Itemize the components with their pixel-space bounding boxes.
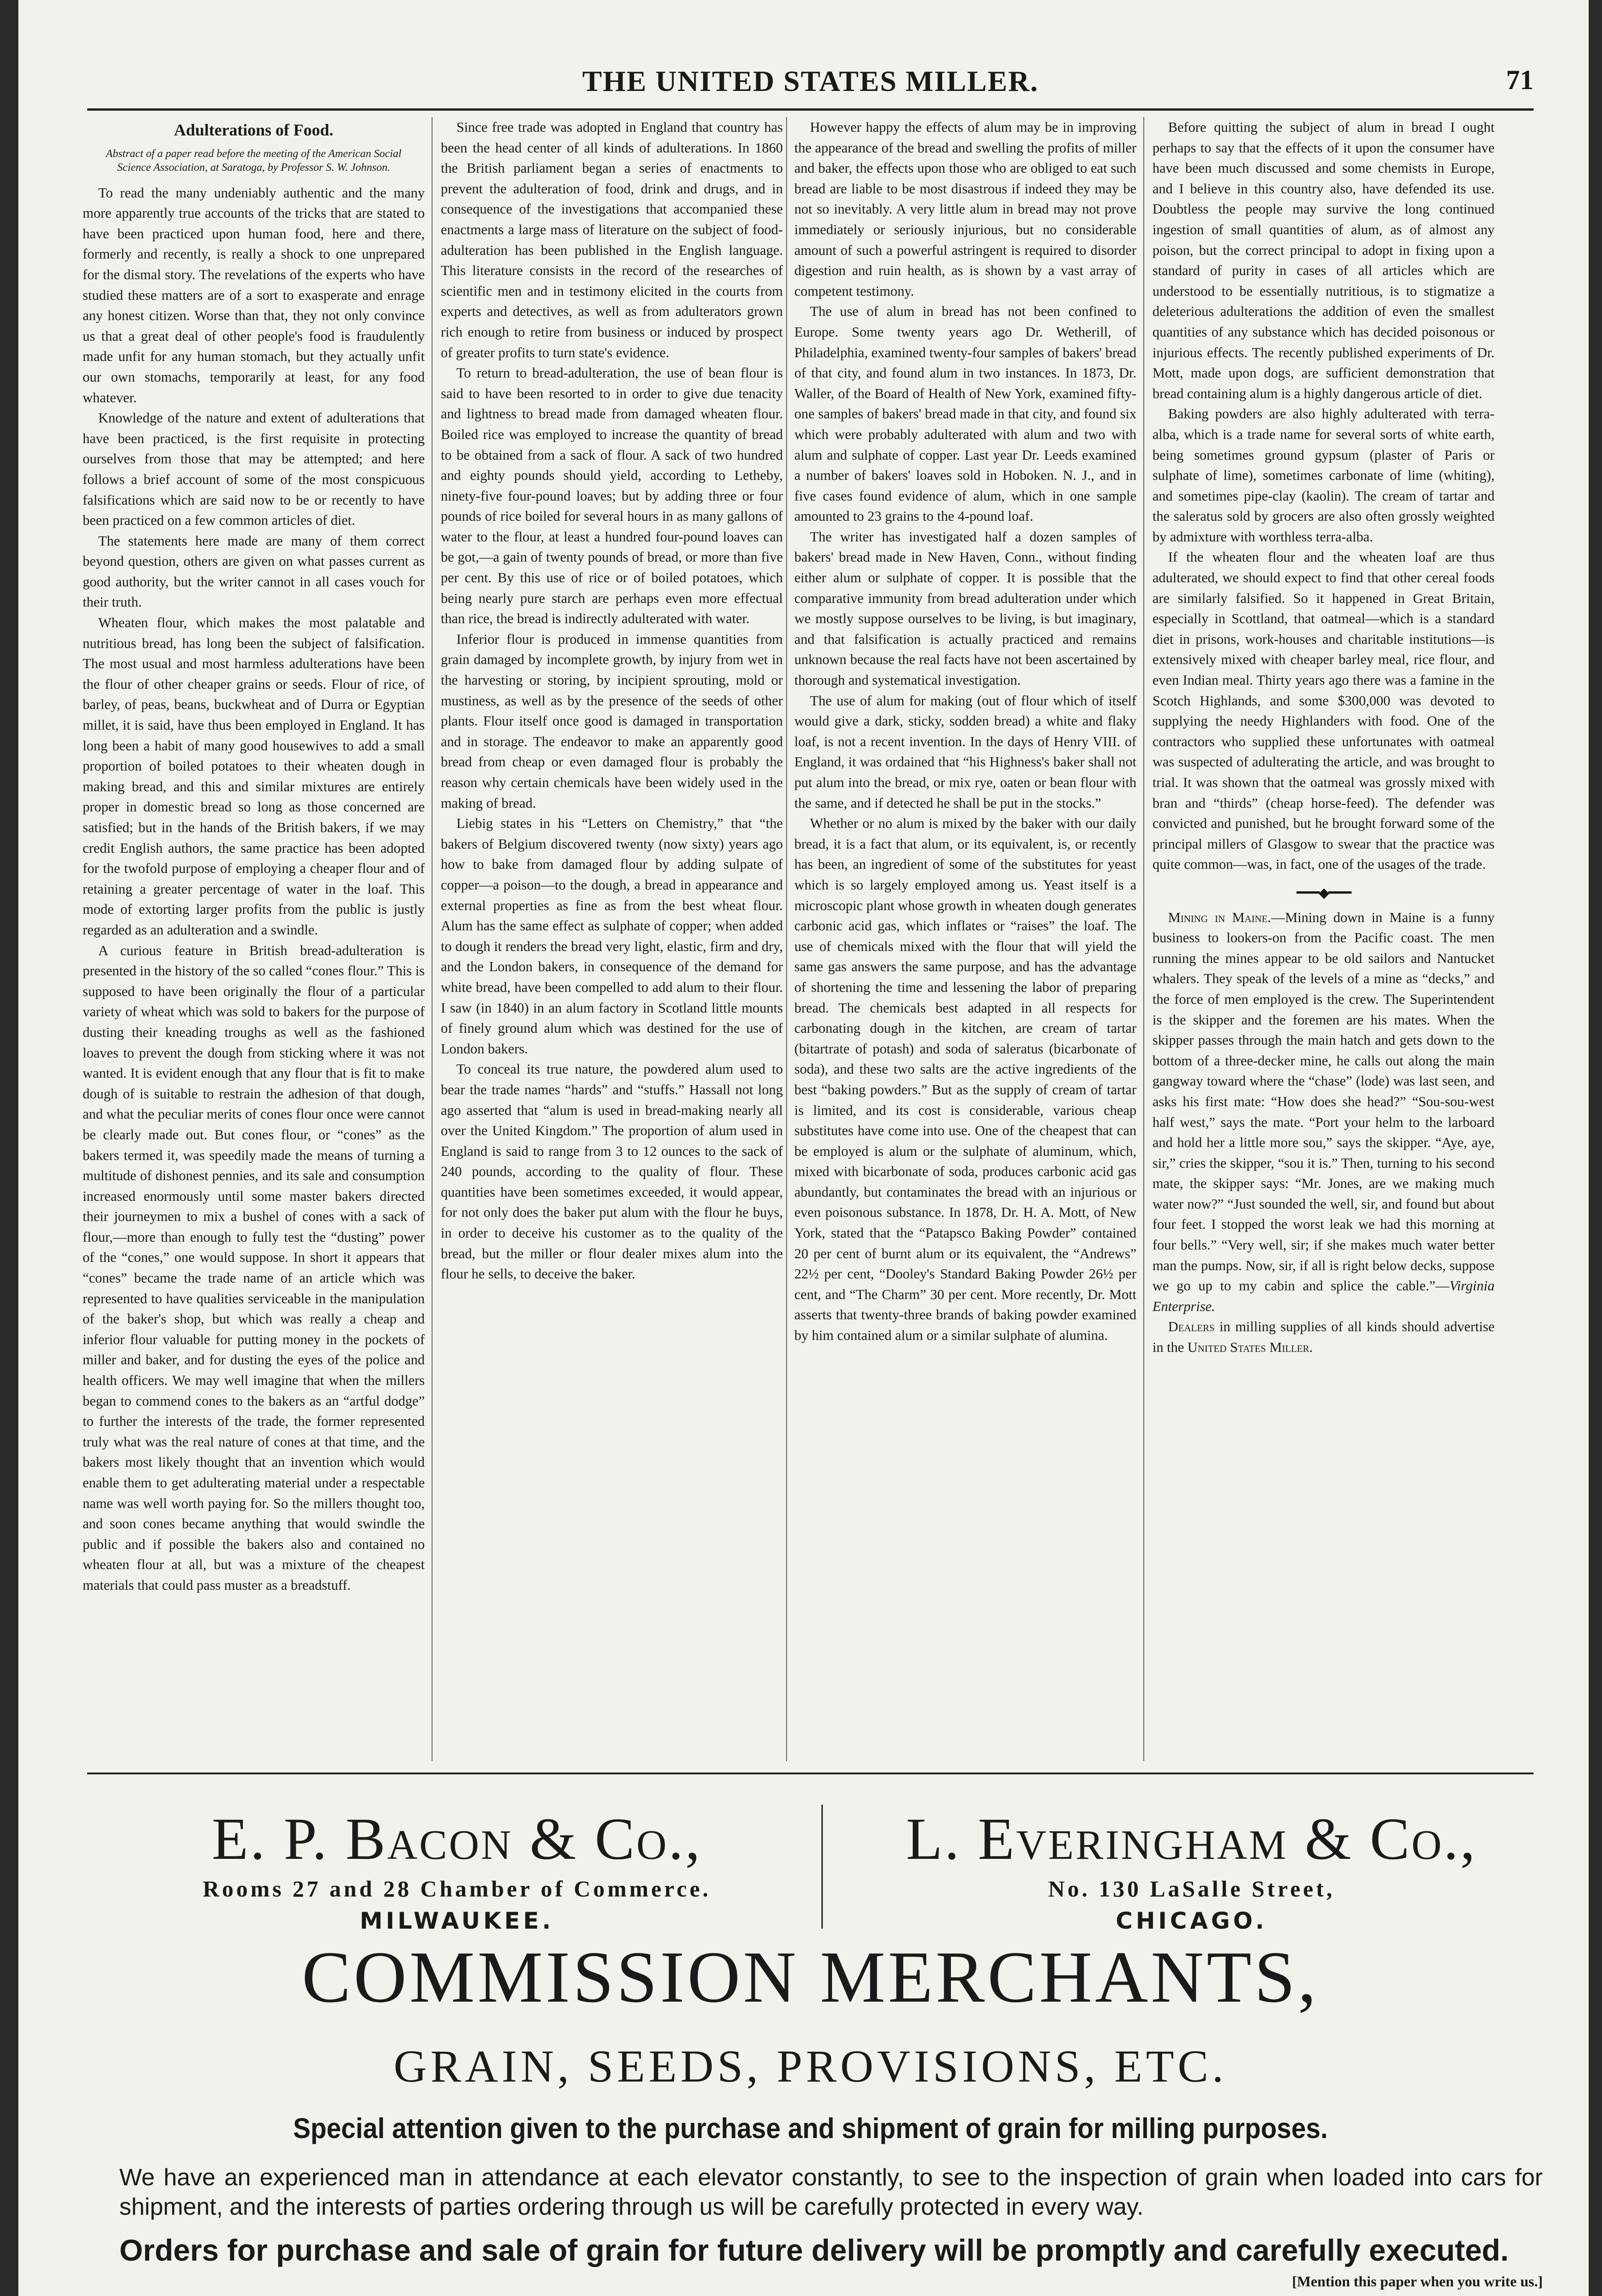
page-title: THE UNITED STATES MILLER. [582,65,1039,97]
advertisement-orders: Orders for purchase and sale of grain for future delivery will be promptly and carefully executed. [119,2233,1509,2267]
masthead [87,64,1534,106]
advertisement-mention: [Mention this paper when you write us.] [1292,2273,1543,2290]
column-1 [83,117,425,1761]
paragraph: The statements here made are many of them correct beyond question, others are given on what passes current as good authority, but the writer cannot in all cases vouch for their truth. [83,533,425,610]
advertisement-rule [87,1773,1534,1774]
paragraph: If the wheaten flour and the wheaten loaf are thus adulterated, we should expect to find that other cereal foods are similarly falsified. So it happened in Great Britain, especially in Scottland, that oatmeal—which is a standard diet in prisons, work-houses and charitable institutions—is extensively mixed with cheaper barley meal, rice flour, and even Indian meal. Thirty years ago there was a famine in the Scotch Highlands, and some $300,000 was devoted to supplying the needy Highlanders with food. One of the contractors who supplied these unfortunates with oatmeal was suspected of adulterating the article, and was brought to trial. It was shown that the oatmeal was grossly mixed with bran and “thirds” (cheap horse-feed). The defender was convicted and punished, but he brought forward some of the principal millers of Glasgow to swear that the practice was quite common—was, in fact, one of the usages of the trade. [1152,549,1495,872]
paragraph: Liebig states in his “Letters on Chemistry,” that “the bakers of Belgium discovered twenty (now sixty) years ago how to bake from damaged flour by adding sulpate of copper—a poison—to the dough, a bread in appearance and external properties as fine as from the best wheat flour. Alum has the same effect as sulphate of copper; when added to dough it renders the bread very light, elastic, firm and dry, and the London bakers, in consequence of the demand for white bread, have been compelled to add alum to their flour. I saw (in 1840) in an alum factory in Scotland little mounts of finely ground alum which was destined for the use of London bakers. [441,816,783,1057]
column-3 [794,117,1136,1761]
mining-text: —Mining down in Maine is a funny business to lookers-on from the Pacific coast. The men running the mines appear to be old sailors and Nantucket whalers. They speak of the levels of a mine as “decks,” and the force of men employed is the crew. The Superintendent is the skipper and the foremen are his mates. When the skipper passes through the main hatch and gets down to the bottom of a three-decker mine, he calls out along the main gangway toward where the “chase” (lode) was last seen, and asks his first mate: “How does she head?” “Sou-sou-west half west,” says the mate. “Port your helm to the larboard and hold her a little more sou,” says the skipper. “Aye, aye, sir,” cries the skipper, “sou it is.” Then, turning to his second mate, the skipper says: “Mr. Jones, are we making much water now?” “Just sounded the well, sir, and found but about four feet. I stopped the worst leak we had this morning at four bells.” “Very well, sir; if she makes much water better man the pumps. Now, sir, if all is right below decks, suppose we go up to my cabin and splice the cable.”— [1152,909,1495,1294]
advertisement-divider [821,1805,823,1929]
paragraph: Wheaten flour, which makes the most palatable and nutritious bread, has long been the subject of falsification. The most usual and most harmless adulterations have been the flour of other cheaper grains or seeds. Flour of rice, of barley, of peas, beans, buckwheat and of Durra or Egyptian millet, it is said, have thus been employed in England. It has long been a habit of many good housewives to add a small proportion of boiled potatoes to their wheaten dough in making bread, and this and similar mixtures are entirely proper in domestic bread so long as those concerned are satisfied; but in the hands of the British bakers, if we may credit English authors, the same practice has been adopted for the twofold purpose of employing a cheaper flour and of retaining a greater percentage of water in the loaf. This mode of extorting larger profits from the public is justly regarded as an adulteration and a swindle. [83,615,425,938]
paragraph: Baking powders are also highly adulterated with terra-alba, which is a trade name for several sorts of white earth, being sometimes ground gypsum (plaster of Paris or sulphate of lime), sometimes carbonate of lime (whiting), and sometimes pipe-clay (kaolin). The cream of tartar and the saleratus sold by grocers are also often grossly weighted by admixture with worthless terra-alba. [1152,406,1495,545]
separator-ornament: ━━━◆━━━ [1296,885,1351,900]
dealers-text: in milling supplies of all kinds should advertise in the [1152,1319,1495,1356]
firm-city: MILWAUKEE. [360,1908,554,1934]
firm-name: E. P. Bacon & Co., [212,1806,702,1872]
advertisement-body: We have an experienced man in attendance at each elevator constantly, to see to the inspection of grain when loaded into cars for shipment, and the interests of parties ordering through us will be carefully protected in every way. [119,2164,1543,2220]
firm-address: Rooms 27 and 28 Chamber of Commerce. [202,1876,711,1902]
paragraph: Whether or no alum is mixed by the baker with our daily bread, it is a fact that alum, or its equivalent, is, or recently has been, an ingredient of some of the substitutes for yeast which is so largely employed among us. Yeast itself is a microscopic plant whose growth in wheaten dough generates carbonic acid gas, which inflates or “raises” the loaf. The use of chemicals mixed with the flour that will yield the same gas answers the same purpose, and has the advantage of shortening the time and lessening the labor of preparing bread. The chemicals best adapted in all respects for carbonating dough in the kitchen, are cream of tartar (bitartrate of potash) and soda of saleratus (bicarbonate of soda), and these two salts are the active ingredients of the best “baking powders.” But as the supply of cream of tartar is limited, and its cost is considerable, various cheap substitutes have come into use. One of the cheapest that can be employed is alum or the sulphate of aluminum, which, mixed with bicarbonate of soda, produces carbonic acid gas abundantly, but contaminates the bread with an injurious or even poisonous substance. In 1878, Dr. H. A. Mott, of New York, stated that the “Patapsco Baking Powder” contained 20 per cent of burnt alum or its equivalent, the “Andrews” 22½ per cent, “Dooley's Standard Baking Powder 26½ per cent, and “The Charm” 30 per cent. More recently, Dr. Mott asserts that twenty-three brands of baking powder examined by him contained alum or a similar sulphate of alumina. [794,816,1136,1344]
paragraph: The writer has investigated half a dozen samples of bakers' bread made in New Haven, Conn., without finding either alum or sulphate of copper. It is possible that the comparative immunity from bread adulteration under which we mostly suppose ourselves to be living, is but imaginary, and that falsification is actually practiced and remains unknown because the real facts have not been ascertained by thorough and systematical investigation. [794,529,1136,688]
advertisement-headline: COMMISSION MERCHANTS, [302,1936,1319,2018]
paragraph: Inferior flour is produced in immense quantities from grain damaged by incomplete growth, by injury from wet in the harvesting or storing, by incipient sprouting, mold or mustiness, as well as by the presence of the seeds of other plants. Flour itself once good is damaged in transportation and in storage. The endeavor to make an apparently good bread from cheap or even damaged flour is probably the reason why certain chemicals have been widely used in the making of bread. [441,631,783,811]
firm-bacon [101,1805,813,1934]
paragraph: The use of alum in bread has not been confined to Europe. Some twenty years ago Dr. Wetherill, of Philadelphia, examined twenty-four samples of bakers' bread of that city, and found alum in two instances. In 1873, Dr. Waller, of the Board of Health of New York, examined fifty-one samples of bakers' bread made in that city, and found six which were probably adulterated with alum and two with alum and sulphate of copper. Last year Dr. Leeds examined a number of bakers' loaves sold in Hoboken. N. J., and in five cases found evidence of alum, which in one sample amounted to 23 grains to the 4-pound loaf. [794,304,1136,524]
article-title: Adulterations of Food. [174,121,333,139]
paragraph: To return to bread-adulteration, the use of bean flour is said to have been resorted to in order to give due tenacity and lightness to bread made from damaged wheaten flour. Boiled rice was employed to increase the quantity of bread to be obtained from a sack of flour. A sack of two hundred and eighty pounds should yield, according to Letheby, ninety-five four-pound loaves; but by adding three or four pounds of rice boiled for several hours in as many gallons of water to the flour, at least a hundred four-pound loaves can be got,—a gain of twenty pounds of bread, or more than five per cent. By this use of rice or of boiled potatoes, which being nearly pure starch are perhaps even more effectual than rice, the bread is indirectly adulterated with water. [441,365,783,627]
page-number: 71 [1506,65,1534,95]
column-rule [786,117,787,1761]
mining-item [1152,907,1495,1317]
dealers-note [1152,1317,1495,1357]
paragraph: To conceal its true nature, the powdered alum used to bear the trade names “hards” and “stuffs.” Hassall not long ago asserted that “alum is used in bread-making nearly all over the United Kingdom.” The proportion of alum used in England is said to range from 3 to 12 ounces to the sack of 240 pounds, according to the quality of flour. These quantities have been sometimes exceeded, it would appear, for not only does the baker put alum with the flour he buys, in order to deceive his customer as to the quality of the bread, but the miller or flour dealer mixes alum into the flour he sells, to deceive the baker. [441,1061,783,1282]
firm-address: No. 130 LaSalle Street, [1048,1876,1335,1902]
article-subtitle: Abstract of a paper read before the meeting of the American Social Science Association, at Saratoga, by Professor S. W. Johnson. [106,147,402,174]
column-rule [432,117,433,1761]
newspaper-page [18,0,1589,2296]
paragraph: Since free trade was adopted in England that country has been the head center of all kinds of adulterations. In 1860 the British parliament began a series of enactments to prevent the adulteration of food, drink and drugs, and in consequence of the investigations that accompanied these enactments a large mass of literature on the subject of food-adulteration has been published in the English language. This literature consists in the record of the researches of scientific men and in testimony elicited in the courts from experts and detectives, as well as from adulterators grown rich enough to retire from business or induced by prospect of greater profits to turn state's evidence. [441,119,783,360]
mining-source: Virginia Enterprise. [1152,1278,1495,1314]
paragraph: A curious feature in British bread-adulteration is presented in the history of the so called “cones flour.” This is supposed to have been originally the flour of a particular variety of wheat which was sold to bakers for the purpose of dusting their kneading troughs as well as the fashioned loaves to prevent the dough from sticking where it was not wanted. It is evident enough that any flour that is fit to make dough of is suitable to restrain the adhesion of that dough, and what the peculiar merits of cones flour once were cannot be clearly made out. But cones flour, or “cones” as the bakers termed it, was speedily made the means of turning a multitude of dishonest pennies, and its sale and consumption increased enormously until some master bakers directed their journeymen to mix a bushel of cones with a sack of flour,—more than enough to fully test the “dusting” power of the “cones,” one would suppose. In short it appears that “cones” became the trade name of an article which was represented to have qualities serviceable in the manipulation of the baker's shop, but which was really a cheap and inferior flour valuable for putting money in the pockets of miller and baker, and for dusting the eyes of the police and health officers. We may well imagine that when the millers began to commend cones to the bakers as an “artful dodge” to further the interests of the trade, the former represented truly what was the real nature of cones at that time, and the bakers most likely thought that an invention which would enable them to get adulterating material under a respectable name was well worth paying for. So the millers thought too, and soon cones became anything that would swindle the public and if possible the bakers also and contained no wheaten flour at all, but was a mixture of the cheapest materials that could pass muster as a breadstuff. [83,942,425,1593]
dealers-paper: United States Miller. [1187,1339,1313,1356]
column-rule [1143,117,1144,1761]
column-4 [1152,117,1495,1761]
header-rule [87,108,1534,111]
firm-city: CHICAGO. [1116,1908,1267,1934]
firm-name: L. Everingham & Co., [906,1806,1477,1872]
advertisement-goods: GRAIN, SEEDS, PROVISIONS, ETC. [393,2041,1227,2092]
paragraph: The use of alum for making (out of flour which of itself would give a dark, sticky, sodden bread) a white and flaky loaf, is not a recent invention. In the days of Henry VIII. of England, it was ordained that “his Highness's baker shall not put alum into the bread, or mix rye, oaten or bean flour with the same, and if detected he shall be put in the stocks.” [794,692,1136,811]
advertisement-special: Special attention given to the purchase and shipment of grain for milling purposes. [293,2113,1328,2144]
column-2 [441,117,783,1761]
paragraph: Before quitting the subject of alum in bread I ought perhaps to say that the effects of it upon the consumer have have been much discussed and some chemists in Europe, and I believe in this country also, have defended its use. Doubtless the people may survive the long continued ingestion of small quantities of alum, as of almost any poison, but the correct principal to adopt in fixing upon a standard of purity in cases of all articles which are understood to be essentially nutritious, is to stigmatize a deleterious adulterations the addition of even the smallest quantities of any substance which has decided poisonous or injurious effects. The recently published experiments of Dr. Mott, made upon dogs, are sufficient demonstration that bread containing alum is a highly dangerous article of diet. [1152,119,1495,401]
paragraph: Knowledge of the nature and extent of adulterations that have been practiced, is the first requisite in protecting ourselves from those that may be attempted; and here follows a brief account of some of the most conspicuous falsifications which are said now to be or recently to have been practiced on a few common articles of diet. [83,410,425,529]
paragraph: However happy the effects of alum may be in improving the appearance of the bread and swelling the profits of miller and baker, the effects upon those who are obliged to eat such bread are liable to be most disastrous if indeed they may be not so inevitably. A very little alum in bread may not prove immediately or seriously injurious, but no considerable amount of such a powerful astringent is required to disorder digestion and ruin health, as is shown by a vast array of competent testimony. [794,119,1136,299]
dealers-lead: Dealers [1168,1319,1215,1335]
mining-lead: Mining in Maine. [1168,909,1271,925]
paragraph: To read the many undeniably authentic and the many more apparently true accounts of the tricks that are stated to have been practiced upon human food, here and there, formerly and recently, is really a shock to one unprepared for the dismal story. The revelations of the experts who have studied these matters are of a sort to exasperate and enrage any honest citizen. Worse than that, they not only convince us that a great deal of other people's food is fraudulently made unfit for any human stomach, but they actually unfit our own stomachs, temporarily at least, for any food whatever. [83,185,425,405]
firm-everingham [836,1805,1547,1934]
